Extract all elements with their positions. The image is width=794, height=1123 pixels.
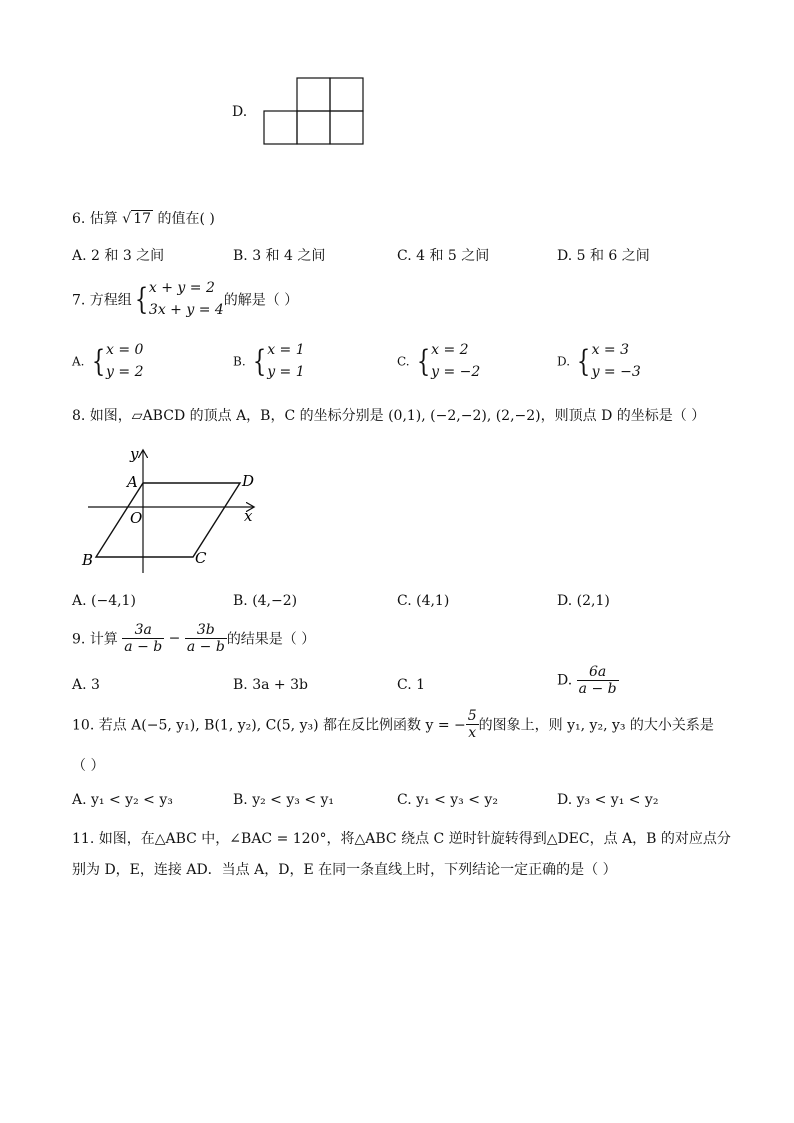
q7-option-a: A. { x = 0 y = 2 [72,342,144,380]
q9-stem: 9. 计算 $\frac{3a}{a - b}$ − $\frac{3b}{a - b}$ 的结果是（ ） [72,622,316,656]
label-a: A [127,473,138,491]
q9-option-b: B. 3a + 3b [233,677,308,693]
fraction-d: $\frac{6a}{a - b}$ [578,664,617,698]
square-top-2 [330,78,363,111]
sqrt-sign: √ [122,211,132,227]
q8-parallelogram-figure [78,443,268,578]
q6-option-a: A. 2 和 3 之间 [72,248,165,264]
q10-stem: 10. 若点 A(−5, y₁), B(1, y₂), C(5, y₃) 都在反比例函数 y = − $\frac{5}{x}$ 的图象上，则 y₁, y₂, y₃ 的大小关系是 [72,708,714,742]
label-o: O [130,509,143,527]
square-top-1 [297,78,330,111]
brace: { [134,281,149,317]
q11-line1: 11. 如图，在△ABC 中，∠BAC = 120°，将△ABC 绕点 C 逆时针旋转得到△DEC，点 A，B 的对应点分 [72,831,731,847]
q5-option-d [232,104,247,120]
q9-option-a: A. 3 [72,677,100,693]
square-bottom-1 [264,111,297,144]
q8-option-d: D. (2,1) [557,593,610,609]
q10-paren: （ ） [72,758,105,774]
q10-option-d: D. y₃ < y₁ < y₂ [557,792,659,808]
q8-option-c: C. (4,1) [397,593,450,609]
q11-line2: 别为 D，E，连接 AD．当点 A，D，E 在同一条直线上时，下列结论一定正确的是（ ） [72,862,617,878]
equation-system: x + y = 2 3x + y = 4 [148,280,224,318]
q6-option-d: D. 5 和 6 之间 [557,248,650,264]
label-d: D [242,472,255,490]
q10-option-a: A. y₁ < y₂ < y₃ [72,792,173,808]
q9-option-d: D. $\frac{6a}{a - b}$ [557,664,617,698]
label-b: B [82,551,94,569]
q7-stem: 7. 方程组{ x + y = 2 3x + y = 4 的解是（ ） [72,278,298,321]
q6-option-c: C. 4 和 5 之间 [397,248,490,264]
square-bottom-2 [297,111,330,144]
parallelogram-abcd [96,483,240,557]
q10-option-b: B. y₂ < y₃ < y₁ [233,792,335,808]
q6-stem: 6. 估算 √ 17 的值在( ) [72,211,215,227]
fraction-1: $\frac{3a}{a - b}$ [124,622,163,656]
option-label: D. [232,104,248,120]
fraction-2: $\frac{3b}{a - b}$ [186,622,225,656]
label-c: C [195,549,207,567]
label-x: x [244,507,253,525]
q9-option-c: C. 1 [397,677,426,693]
q8-option-b: B. (4,−2) [233,593,298,609]
q7-option-d: D. { x = 3 y = −3 [557,342,641,380]
q5-squares-figure [262,76,366,148]
label-y: y [130,445,139,463]
fraction-fn: $\frac{5}{x}$ [467,708,477,742]
q7-option-b: B. { x = 1 y = 1 [233,342,305,380]
q10-option-c: C. y₁ < y₃ < y₂ [397,792,498,808]
square-bottom-3 [330,111,363,144]
radicand: 17 [133,211,152,227]
q8-option-a: A. (−4,1) [72,593,136,609]
q8-stem: 8. 如图，▱ABCD 的顶点 A，B，C 的坐标分别是 (0,1), (−2,−2), (2,−2)，则顶点 D 的坐标是（ ） [72,408,706,424]
q7-option-c: C. { x = 2 y = −2 [397,342,481,380]
q6-option-b: B. 3 和 4 之间 [233,248,326,264]
